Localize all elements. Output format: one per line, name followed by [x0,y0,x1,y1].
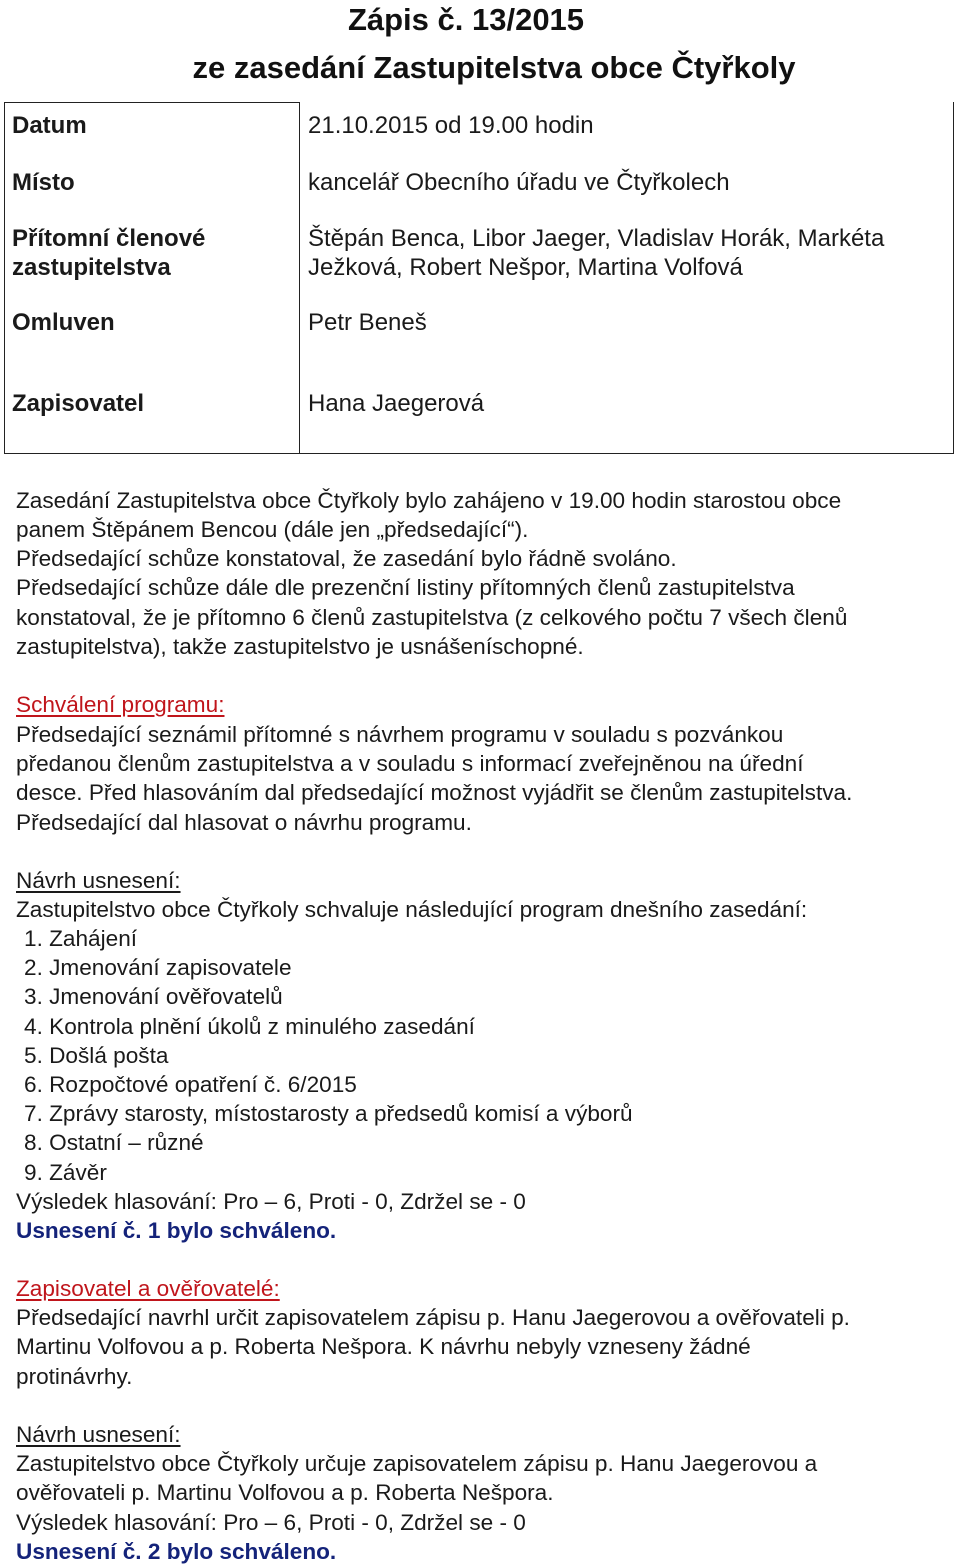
section1-text-line: Předsedající dal hlasovat o návrhu programu. [16,810,472,835]
value-pritomni-line2: Ježková, Robert Nešpor, Martina Volfová [308,254,743,281]
navrh-usneseni-text: Zastupitelstvo obce Čtyřkoly určuje zapisovatelem zápisu p. Hanu Jaegerovou a [16,1451,818,1476]
value-datum: 21.10.2015 od 19.00 hodin [308,112,594,139]
program-item: 2. Jmenování zapisovatele [24,955,292,981]
label-omluven: Omluven [12,309,115,336]
document-title: Zápis č. 13/2015 [347,2,585,37]
vote-result: Výsledek hlasování: Pro – 6, Proti - 0, Zdržel se - 0 [16,1510,526,1535]
intro-line: Předsedající schůze dále dle prezenční listiny přítomných členů zastupitelstva [16,575,795,600]
label-zapisovatel: Zapisovatel [12,390,145,417]
section2-text-line: protinávrhy. [16,1364,133,1389]
program-item: 9. Závěr [24,1159,107,1185]
program-item: 4. Kontrola plnění úkolů z minulého zasedání [24,1013,475,1039]
intro-line: Zasedání Zastupitelstva obce Čtyřkoly bylo zahájeno v 19.00 hodin starostou obce [16,488,842,513]
label-pritomni-line1: Přítomní členové [12,225,206,252]
vote-result: Výsledek hlasování: Pro – 6, Proti - 0, Zdržel se - 0 [16,1189,526,1214]
resolution-2: Usnesení č. 2 bylo schváleno. [16,1539,337,1564]
document-subtitle: ze zasedání Zastupitelstva obce Čtyřkoly [192,50,796,85]
section-heading-zapisovatel: Zapisovatel a ověřovatelé: [16,1276,280,1301]
section-heading-program: Schválení programu: [16,692,225,717]
section1-text-line: Předsedající seznámil přítomné s návrhem programu v souladu s pozvánkou [16,722,784,747]
value-pritomni-line1: Štěpán Benca, Libor Jaeger, Vladislav Horák, Markéta [308,225,885,252]
program-item: 7. Zprávy starosty, místostarosty a předsedů komisí a výborů [24,1101,633,1127]
section1-text-line: předanou členům zastupitelstva a v souladu s informací zveřejněnou na úřední [16,751,804,776]
intro-line: zastupitelstva), takže zastupitelstvo je usnášeníschopné. [16,634,584,659]
resolution-1: Usnesení č. 1 bylo schváleno. [16,1218,337,1243]
section1-text-line: desce. Před hlasováním dal předsedající možnost vyjádřit se členům zastupitelstva. [16,780,853,805]
intro-line: konstatoval, že je přítomno 6 členů zastupitelstva (z celkového počtu 7 všech členů [16,605,848,630]
value-omluven: Petr Beneš [308,309,427,336]
intro-line: Předsedající schůze konstatoval, že zasedání bylo řádně svoláno. [16,546,677,571]
value-zapisovatel: Hana Jaegerová [308,390,485,417]
program-item: 1. Zahájení [24,926,138,951]
section2-text-line: Martinu Volfovou a p. Roberta Nešpora. K návrhu nebyly vzneseny žádné [16,1334,751,1359]
section2-text-line: Předsedající navrhl určit zapisovatelem zápisu p. Hanu Jaegerovou a ověřovateli p. [16,1305,850,1330]
program-list [16,924,633,1187]
label-misto: Místo [12,169,75,196]
program-item: 6. Rozpočtové opatření č. 6/2015 [24,1072,357,1098]
navrh-usneseni-label: Návrh usnesení: [16,868,181,893]
program-item: 5. Došlá pošta [24,1042,169,1068]
label-pritomni-line2: zastupitelstva [12,254,171,281]
intro-line: panem Štěpánem Bencou (dále jen „předsedající“). [16,517,529,542]
program-item: 8. Ostatní – různé [24,1130,204,1156]
navrh-usneseni-text: ověřovateli p. Martinu Volfovou a p. Roberta Nešpora. [16,1480,554,1505]
value-misto: kancelář Obecního úřadu ve Čtyřkolech [308,169,730,196]
program-item: 3. Jmenování ověřovatelů [24,984,283,1010]
navrh-usneseni-text: Zastupitelstvo obce Čtyřkoly schvaluje následující program dnešního zasedání: [16,897,808,922]
navrh-usneseni-label: Návrh usnesení: [16,1422,181,1447]
label-datum: Datum [12,112,87,139]
